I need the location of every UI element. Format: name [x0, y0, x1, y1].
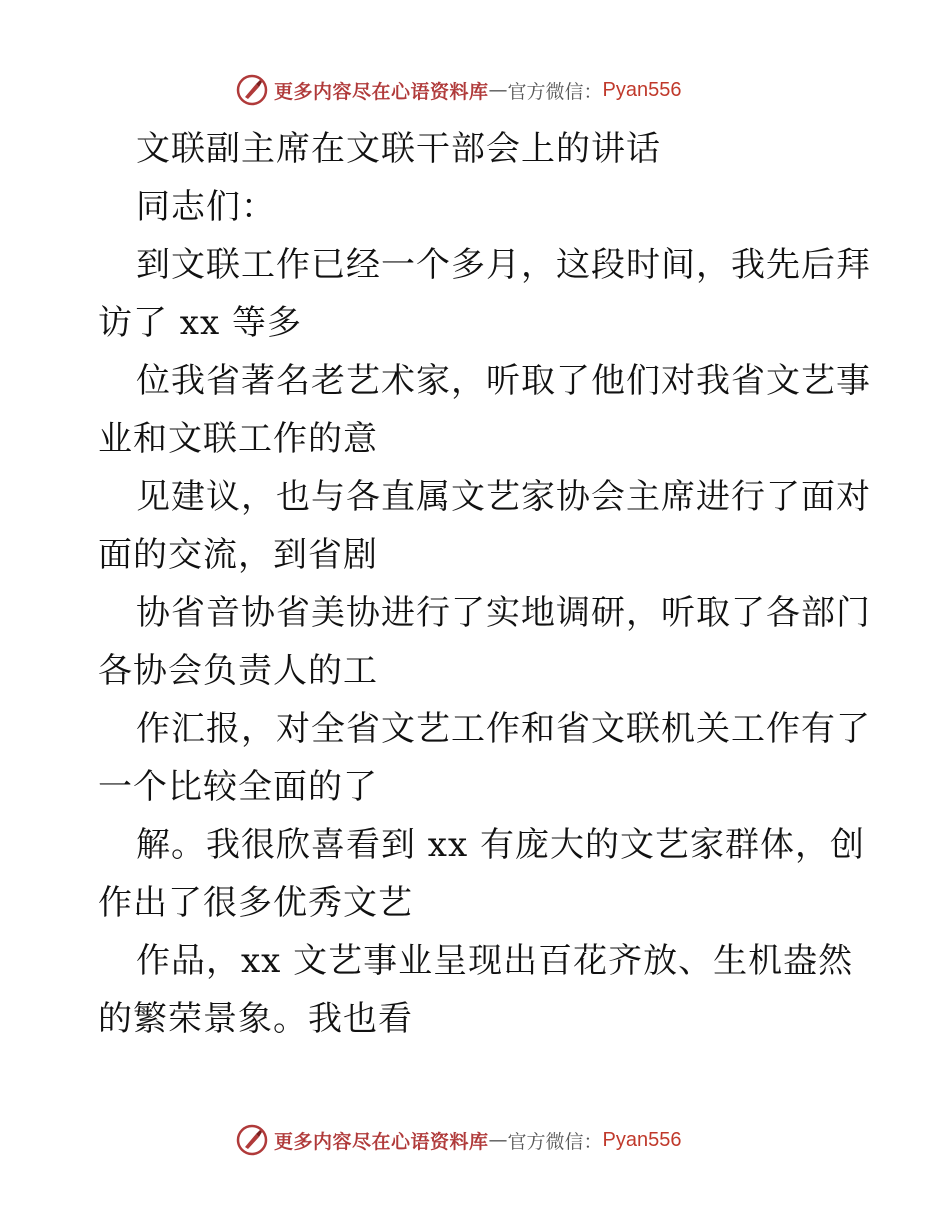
text-line: 访了 xx 等多: [98, 303, 302, 343]
banner-sub-text: 官方微信：: [507, 1130, 603, 1153]
text-line: 协省音协省美协进行了实地调研，听取了各部门: [136, 593, 871, 633]
pen-logo-icon: [236, 1124, 268, 1156]
salutation: 同志们：: [136, 187, 276, 227]
text-line: 面的交流，到省剧: [98, 535, 378, 575]
text-line: 解。我很欣喜看到 xx 有庞大的文艺家群体，创: [136, 825, 865, 865]
text-line: 作出了很多优秀文艺: [98, 883, 413, 923]
text-line: 业和文联工作的意: [98, 419, 378, 459]
text-line: 位我省著名老艺术家，听取了他们对我省文艺事: [136, 361, 871, 401]
banner-wechat-id: Pyan556: [602, 78, 682, 101]
text-line: 作汇报，对全省文艺工作和省文联机关工作有了: [136, 709, 871, 749]
document-title: 文联副主席在文联干部会上的讲话: [136, 129, 661, 169]
footer-banner: [236, 1123, 682, 1157]
banner-wechat-id: Pyan556: [602, 1128, 682, 1151]
text-line: 见建议，也与各直属文艺家协会主席进行了面对: [136, 477, 871, 517]
banner-dash: —: [488, 79, 508, 101]
header-banner: [236, 73, 682, 107]
banner-main-text: 更多内容尽在心语资料库: [274, 80, 489, 103]
text-line: 作品，xx 文艺事业呈现出百花齐放、生机盎然: [136, 941, 854, 981]
text-line: 一个比较全面的了: [98, 767, 378, 807]
text-line: 到文联工作已经一个多月，这段时间，我先后拜: [136, 245, 871, 285]
banner-main-text: 更多内容尽在心语资料库: [274, 1130, 489, 1153]
text-line: 的繁荣景象。我也看: [98, 999, 413, 1039]
banner-dash: —: [488, 1129, 508, 1151]
text-line: 各协会负责人的工: [98, 651, 378, 691]
banner-sub-text: 官方微信：: [507, 80, 603, 103]
document-body: [98, 120, 871, 1048]
pen-logo-icon: [236, 74, 268, 106]
